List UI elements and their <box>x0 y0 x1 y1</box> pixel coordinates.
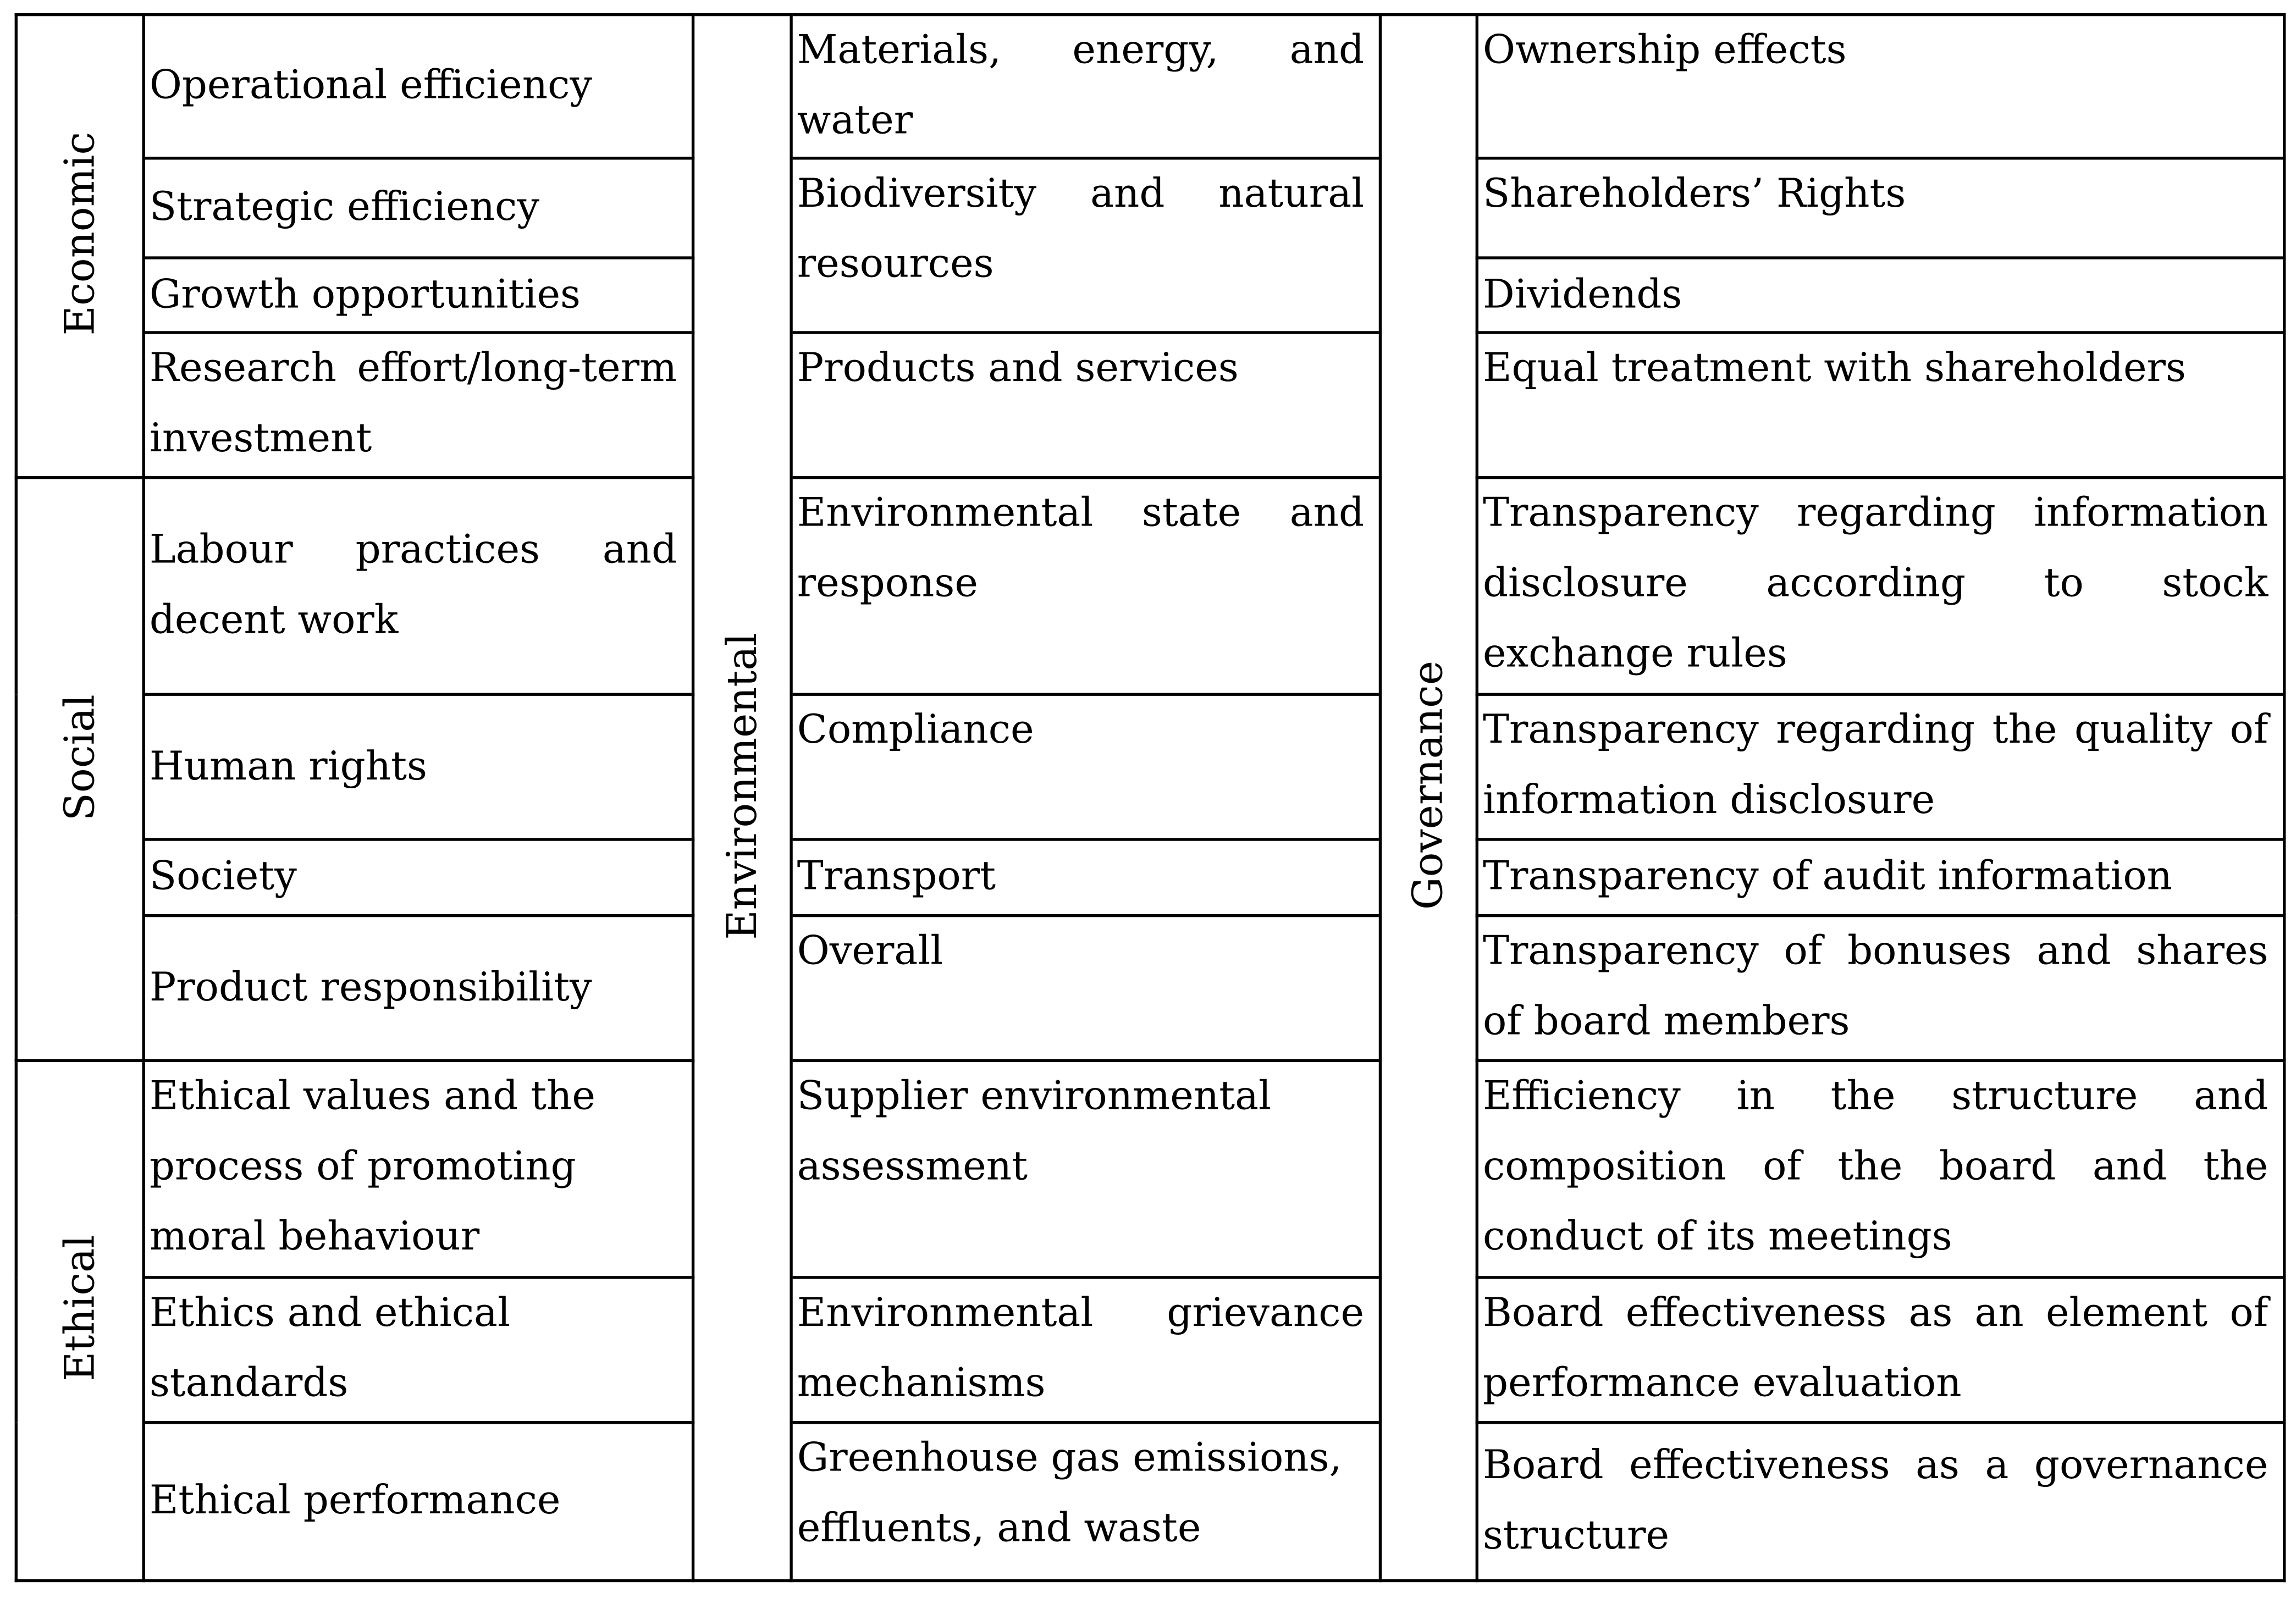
category-ethical <box>16 1060 144 1580</box>
category-governance <box>1380 15 1477 1581</box>
economic-indicator: Operational efficiency <box>144 15 693 158</box>
governance-indicator: Transparency of bonuses and shares of board members <box>1477 916 2284 1061</box>
table-row <box>16 916 2284 1061</box>
table-row <box>16 1060 2284 1277</box>
table-row <box>16 15 2284 158</box>
table-row <box>16 839 2284 916</box>
table-row <box>16 694 2284 839</box>
environmental-indicator: Environmental grievance mechanisms <box>791 1278 1380 1423</box>
ethical-indicator: Ethical performance <box>144 1423 693 1581</box>
social-indicator: Labour practices and decent work <box>144 478 693 694</box>
category-label: Governance <box>1404 661 1453 911</box>
governance-indicator: Equal treatment with shareholders <box>1477 333 2284 478</box>
social-indicator: Society <box>144 839 693 916</box>
governance-indicator: Dividends <box>1477 258 2284 333</box>
governance-indicator: Board effectiveness as an element of performance evaluation <box>1477 1278 2284 1423</box>
governance-indicator: Transparency regarding the quality of information disclosure <box>1477 694 2284 839</box>
governance-indicator: Ownership effects <box>1477 15 2284 158</box>
environmental-indicator: Overall <box>791 916 1380 1061</box>
table-row <box>16 158 2284 258</box>
table-row <box>16 1423 2284 1581</box>
environmental-indicator: Compliance <box>791 694 1380 839</box>
esg-indicator-table <box>15 13 2286 1582</box>
governance-indicator: Shareholders’ Rights <box>1477 158 2284 258</box>
category-social <box>16 478 144 1061</box>
environmental-indicator: Biodiversity and natural resources <box>791 158 1380 333</box>
social-indicator: Product responsibility <box>144 916 693 1061</box>
environmental-indicator: Greenhouse gas emissions, effluents, and waste <box>791 1423 1380 1581</box>
category-label: Environmental <box>717 632 766 940</box>
ethical-indicator: Ethics and ethical standards <box>144 1278 693 1423</box>
table-row <box>16 478 2284 694</box>
ethical-indicator: Ethical values and the process of promoting moral behaviour <box>144 1060 693 1277</box>
category-label: Social <box>54 694 103 821</box>
category-label: Ethical <box>54 1235 103 1383</box>
category-economic <box>16 15 144 478</box>
table-row <box>16 1278 2284 1423</box>
economic-indicator: Strategic efficiency <box>144 158 693 258</box>
environmental-indicator: Environmental state and response <box>791 478 1380 694</box>
table-row <box>16 333 2284 478</box>
category-label: Economic <box>54 132 103 336</box>
category-environmental <box>693 15 792 1581</box>
governance-indicator: Transparency of audit information <box>1477 839 2284 916</box>
governance-indicator: Transparency regarding information disclosure according to stock exchange rules <box>1477 478 2284 694</box>
economic-indicator: Research effort/long-term investment <box>144 333 693 478</box>
economic-indicator: Growth opportunities <box>144 258 693 333</box>
environmental-indicator: Products and services <box>791 333 1380 478</box>
social-indicator: Human rights <box>144 694 693 839</box>
environmental-indicator: Transport <box>791 839 1380 916</box>
governance-indicator: Board effectiveness as a governance structure <box>1477 1423 2284 1581</box>
environmental-indicator: Supplier environmental assessment <box>791 1060 1380 1277</box>
governance-indicator: Efficiency in the structure and composition of the board and the conduct of its meetings <box>1477 1060 2284 1277</box>
environmental-indicator: Materials, energy, and water <box>791 15 1380 158</box>
